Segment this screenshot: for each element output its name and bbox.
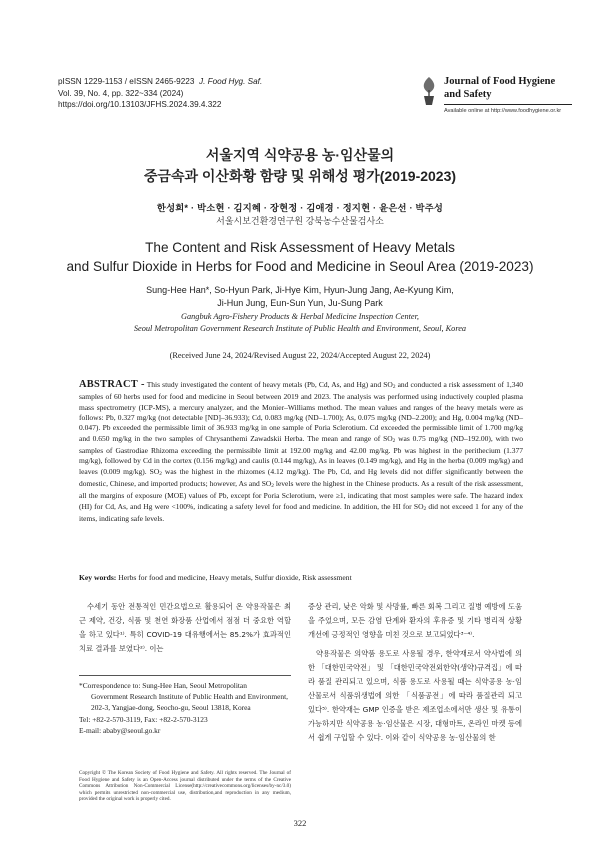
abstract-text-1: This study investigated the content of heavy metals (Pb, Cd, As, and Hg) and SO	[146, 380, 393, 389]
keywords-text: Herbs for food and medicine, Heavy metals, Sulfur dioxide, Risk assessment	[116, 573, 352, 582]
journal-title-line2: and Safety	[444, 88, 492, 100]
english-authors-line2: Ji-Hun Jung, Eun-Sun Yun, Ju-Sung Park	[217, 298, 383, 308]
correspondence-line: 202-3, Yangjae-dong, Seocho-gu, Seoul 13818, Korea	[91, 703, 251, 713]
logo-divider	[444, 104, 572, 105]
abstract	[79, 380, 523, 524]
english-authors-line1: Sung-Hee Han*, So-Hyun Park, Ji-Hye Kim, Hyun-Jung Jang, Ae-Kyung Kim,	[146, 285, 454, 295]
abstract-text-3: was 0.75 mg/kg (ND–192.00), with two samples of Gastrodiae Rhizoma exceeding the permissible limit at 192.00 mg/kg and 42.00 mg/kg. Pb was highest in the perithecium (1.377 mg/kg), followed by Cd in the cortex (0.156 mg/kg) and caulis (0.144 mg/kg), As in leaves (0.149 mg/kg), and Hg in the herba (0.009 mg/kg) and leaves (0.009 mg/kg). SO	[79, 433, 523, 476]
footnote-divider	[79, 675, 291, 676]
journal-website: Available online at http://www.foodhygiene.or.kr	[444, 108, 562, 114]
correspondence	[79, 680, 291, 736]
journal-title-line1: Journal of Food Hygiene	[444, 76, 556, 87]
correspondence-email[interactable]: E-mail: ababy@seoul.go.kr	[79, 725, 161, 735]
journal-title	[444, 76, 555, 101]
keywords	[79, 573, 523, 582]
doi-link[interactable]: https://doi.org/10.13103/JFHS.2024.39.4.322	[58, 100, 222, 109]
correspondence-line: Government Research Institute of Public Health and Environment,	[91, 692, 289, 702]
received-dates: (Received June 24, 2024/Revised August 22, 2024/Accepted August 22, 2024)	[169, 351, 431, 360]
korean-authors: 한성희* · 박소현 · 김지혜 · 장현정 · 김애경 · 정지현 · 윤은선 · 박주성	[156, 203, 444, 213]
english-title-line1: The Content and Risk Assessment of Heavy Metals	[145, 240, 455, 255]
abstract-text-5: levels were the highest in the Chinese products. As a result of the risk assessment, all the margins of exposure (MOE) values of Pb, except for Poria Sclerotium, were ≥1, indicating that most samples were safe. The hazard index (HI) for Cd, As, and Hg were <100%, indicating a safety level for food and medicine. In addition, the HI for SO	[79, 479, 523, 511]
issn-text: pISSN 1229-1153 / eISSN 2465-9223	[58, 77, 195, 86]
body-right-column	[308, 600, 522, 745]
subscript-2: 2	[392, 384, 396, 390]
abstract-text-2: and conducted a risk assessment of 1,340 samples of 60 herbs used for food and medicine in Seoul between 2019 and 2023. The analysis was performed using inductively coupled plasma mass spectrometry (ICP-MS), a mercury analyzer, and the Monier–Williams method. The mean values and ranges of the heavy metals were as follows: Pb, 0.327 mg/kg (not detectable [ND]–36.933); Cd, 0.083 mg/kg (ND–1.700); As, 0.075 mg/kg (ND–2.200); and Hg, 0.004 mg/kg (ND–0.047). Pb exceeded the permissible limit of 36.933 mg/kg in one sample of Poria Sclerotium. Cd exceeded the permissible limit of 1.700 mg/kg and 0.650 mg/kg in the two samples of Chrysanthemi Zawadskii Herba. The mean and range of SO	[79, 380, 523, 443]
keywords-label: Key words:	[79, 573, 117, 582]
journal-emblem-icon	[420, 76, 438, 106]
page-number: 322	[293, 818, 307, 828]
subscript-2: 2	[423, 505, 427, 512]
subscript-2: 2	[159, 470, 162, 477]
korean-title-line1: 서울지역 식약공용 농·임산물의	[205, 147, 395, 163]
abstract-label: ABSTRACT -	[79, 379, 145, 390]
english-affiliation-line1: Gangbuk Agro-Fishery Products & Herbal Medicine Inspection Center,	[181, 312, 419, 321]
journal-header-info	[58, 76, 262, 111]
correspondence-line: *Correspondence to: Sung-Hee Han, Seoul Metropolitan	[79, 681, 247, 690]
body-paragraph: 증상 관리, 낮은 악화 및 사망률, 빠른 회복 그리고 질병 예방에 도움을 주었으며, 모든 감염 단계와 환자의 후유증 및 기타 병리적 상황 개선에 긍정적인 영향을 미친 것으로 보고되었다³⁻⁴⁾.	[308, 602, 522, 639]
copyright-notice: Copyright © The Korean Society of Food Hygiene and Safety. All rights reserved. The Journal of Food Hygiene and Safety is an Open-Access journal distributed under the terms of the Creative Commons Attribution Non-Commercial License(http://creativecommons.org/licenses/by-nc/3.0) which permits unrestricted non-commercial use, distribution,and reproduction in any medium, provided the original work is properly cited.	[79, 770, 291, 803]
volume-text: Vol. 39, No. 4, pp. 322~334 (2024)	[58, 88, 184, 98]
english-affiliation-line2: Seoul Metropolitan Government Research Institute of Public Health and Environment, Seoul, Korea	[133, 324, 467, 333]
subscript-2: 2	[271, 483, 274, 490]
body-left-column	[79, 600, 291, 656]
abstract-text-6: did not exceed 1 for any of the items, indicating safe levels.	[79, 501, 523, 524]
correspondence-line: Tel: +82-2-570-3119, Fax: +82-2-570-3123	[79, 714, 208, 724]
korean-affiliation: 서울시보건환경연구원 강북농수산물검사소	[216, 216, 384, 226]
journal-abbrev: J. Food Hyg. Saf.	[198, 77, 263, 86]
english-title-line2: and Sulfur Dioxide in Herbs for Food and Medicine in Seoul Area (2019-2023)	[66, 259, 534, 274]
subscript-2: 2	[392, 437, 396, 444]
abstract-text-4: was the highest in the rhizomes (4.12 mg/kg). The Pb, Cd, and Hg levels did not differ significantly between the domestic, Chinese, and imported products; however, As and SO	[79, 466, 523, 489]
body-paragraph: 수세기 동안 전통적인 민간요법으로 활용되어 온 약용작물은 최근 제약, 건강, 식품 및 천연 화장품 산업에서 점점 더 중요한 역할을 하고 있다¹⁾. 특히 COVID-19 대유행에서는 85.2%가 효과적인 치료 결과를 보였다²⁾. 이는	[79, 602, 291, 653]
korean-title-line2: 중금속과 이산화황 함량 및 위해성 평가(2019-2023)	[143, 168, 457, 184]
body-paragraph: 약용작물은 의약품 용도로 사용될 경우, 한약재로서 약사법에 의한 「대한민국약전」 및 「대한민국약전외한약(생약)규격집」에 따라 품질 관리되고 있으며, 식품 용도로 사용될 때는 식약공용 농·임산물로서 식품위생법에 의한 「식품공전」에 따라 품질관리 되고 있다⁵⁾. 한약재는 GMP 인증을 받은 제조업소에서만 생산 및 유통이 가능하지만 식약공용 농·임산물은 시장, 대형마트, 온라인 마켓 등에서 쉽게 구입할 수 있다. 이와 같이 식약공용 농·임산물의 한	[308, 649, 522, 742]
